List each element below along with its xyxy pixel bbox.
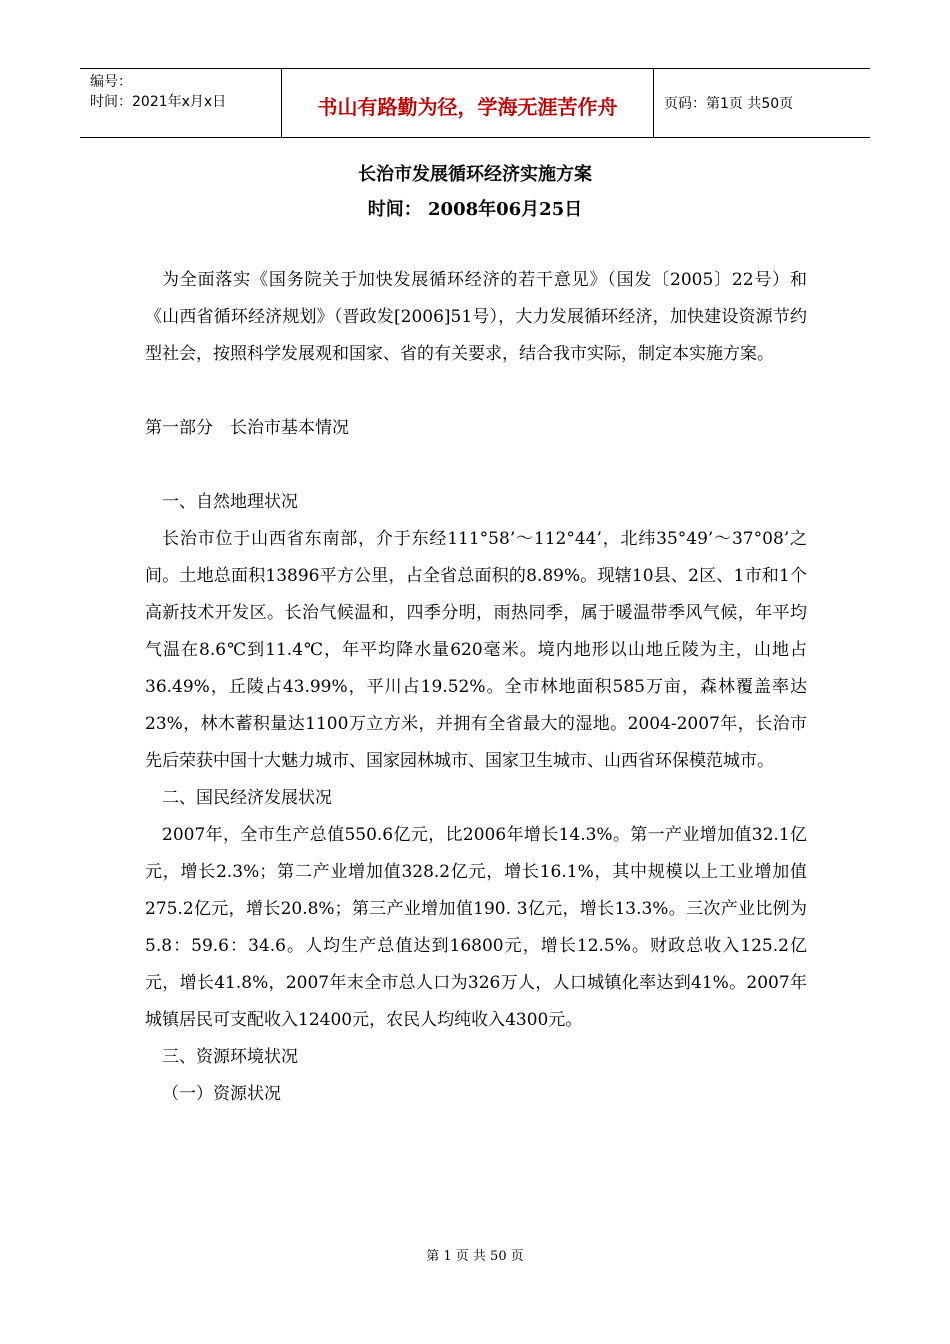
document-date: 时间： 2008年06月25日	[367, 199, 583, 220]
subsection-heading: （一）资源状况	[162, 1084, 281, 1104]
part-heading: 第一部分 长治市基本情况	[145, 418, 349, 438]
intro-paragraph: 为全面落实《国务院关于加快发展循环经济的若干意见》（国发〔2005〕22号）和《山西省循环经济规划》（晋政发[2006]51号），大力发展循环经济，加快建设资源节约型社会，按照科学发展观和国家、省的有关要求，结合我市实际，制定本实施方案。	[145, 270, 807, 364]
page-header	[80, 68, 870, 138]
section-text-1: 长治市位于山西省东南部，介于东经111°58’～112°44’，北纬35°49’～37°08’之间。土地总面积13896平方公里，占全省总面积的8.89%。现辖10县、2区、1市和1个高新技术开发区。长治气候温和，四季分明，雨热同季，属于暖温带季风气候，年平均气温在8.6℃到11.4℃，年平均降水量620毫米。境内地形以山地丘陵为主，山地占36.49%，丘陵占43.99%，平川占19.52%。全市林地面积585万亩，森林覆盖率达23%，林木蓄积量达1100万立方米，并拥有全省最大的湿地。2004-2007年，长治市先后荣获中国十大魅力城市、国家园林城市、国家卫生城市、山西省环保模范城市。	[145, 529, 807, 771]
header-time-label: 时间：2021年x月x日	[90, 94, 227, 110]
section-text-2: 2007年，全市生产总值550.6亿元，比2006年增长14.3%。第一产业增加值32.1亿元，增长2.3%；第二产业增加值328.2亿元，增长16.1%，其中规模以上工业增加值275.2亿元，增长20.8%；第三产业增加值190. 3亿元，增长13.3%。三次产业比例为5.8：59.6：34.6。人均生产总值达到16800元，增长12.5%。财政总收入125.2亿元，增长41.8%，2007年末全市总人口为326万人，人口城镇化率达到41%。2007年城镇居民可支配收入12400元，农民人均纯收入4300元。	[145, 825, 807, 1030]
header-code-label: 编号：	[90, 74, 132, 90]
header-meta	[80, 69, 282, 137]
section-heading-3: 三、资源环境状况	[162, 1047, 298, 1067]
section-heading-1: 一、自然地理状况	[162, 492, 298, 512]
header-motto: 书山有路勤为径，学海无涯苦作舟	[282, 69, 654, 137]
section-heading-2: 二、国民经济发展状况	[162, 788, 332, 808]
document-body	[145, 262, 807, 1113]
document-title: 长治市发展循环经济实施方案	[358, 164, 592, 185]
header-page-info: 页码：第1页 共50页	[664, 96, 794, 112]
page-footer: 第 1 页 共 50 页	[426, 1249, 524, 1264]
